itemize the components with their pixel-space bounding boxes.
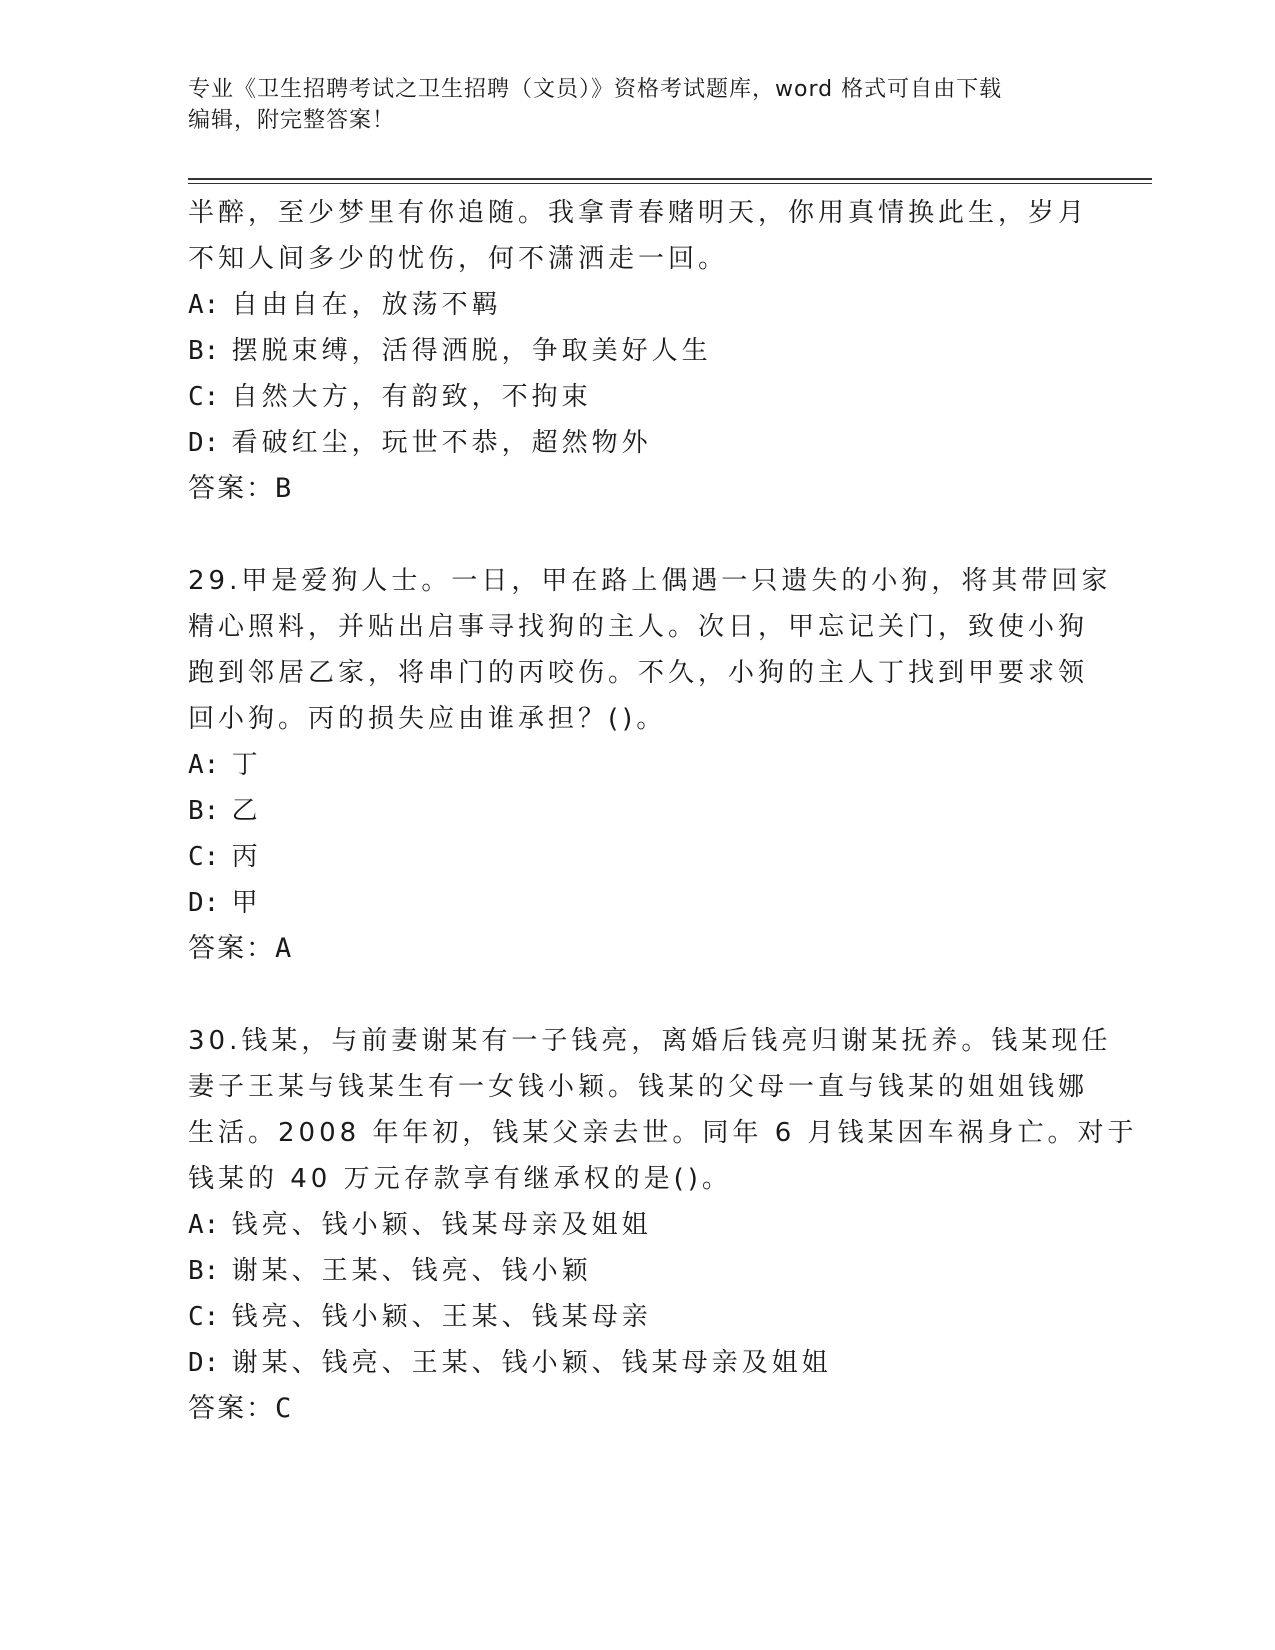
option-a — [188, 742, 1088, 788]
option-text: 丁 — [231, 750, 262, 780]
option-text: 谢某、钱亮、王某、钱小颖、钱某母亲及姐姐 — [231, 1348, 832, 1378]
option-text: 自由自在，放荡不羁 — [231, 290, 502, 320]
option-a — [188, 1202, 1088, 1248]
option-text: 谢某、王某、钱亮、钱小颖 — [231, 1256, 592, 1286]
question-text-line: 妻子王某与钱某生有一女钱小颖。钱某的父母一直与钱某的姐姐钱娜 — [188, 1072, 1089, 1102]
option-text: 看破红尘，玩世不恭，超然物外 — [231, 428, 652, 458]
answer-label: 答案： — [188, 1393, 275, 1424]
option-text: 钱亮、钱小颖、王某、钱某母亲 — [231, 1302, 652, 1332]
header-divider-thick — [188, 178, 1152, 180]
option-text: 钱亮、钱小颖、钱某母亲及姐姐 — [231, 1210, 652, 1240]
option-b — [188, 1248, 1088, 1294]
option-label: A: — [188, 290, 220, 320]
option-text: 自然大方，有韵致，不拘束 — [231, 382, 592, 412]
option-label: B: — [188, 1256, 220, 1286]
question-text-line: 不知人间多少的忧伤，何不潇洒走一回。 — [188, 244, 729, 274]
question-text-line: 精心照料，并贴出启事寻找狗的主人。次日，甲忘记关门，致使小狗 — [188, 612, 1089, 642]
answer — [188, 1386, 1088, 1432]
header-divider-thin — [188, 183, 1152, 184]
option-c — [188, 834, 1088, 880]
option-b — [188, 328, 1088, 374]
option-c — [188, 374, 1088, 420]
question-text-line: 回小狗。丙的损失应由谁承担？()。 — [188, 704, 667, 734]
option-label: C: — [188, 842, 220, 872]
question-text-line: 半醉，至少梦里有你追随。我拿青春赌明天，你用真情换此生，岁月 — [188, 198, 1089, 228]
question-30 — [188, 1018, 1138, 1432]
option-label: C: — [188, 382, 220, 412]
document-body — [188, 190, 1138, 1432]
question-28 — [188, 190, 1088, 512]
answer-label: 答案： — [188, 933, 275, 964]
option-c — [188, 1294, 1088, 1340]
option-label: D: — [188, 428, 220, 458]
question-text-line: 跑到邻居乙家，将串门的丙咬伤。不久，小狗的主人丁找到甲要求领 — [188, 658, 1089, 688]
header-line-2: 编辑，附完整答案！ — [188, 108, 396, 133]
answer-value: C — [275, 1393, 294, 1424]
question-text-line: 30.钱某，与前妻谢某有一子钱亮，离婚后钱亮归谢某抚养。钱某现任 — [188, 1026, 1112, 1056]
option-a — [188, 282, 1088, 328]
answer — [188, 466, 1088, 512]
option-text: 丙 — [231, 842, 262, 872]
question-text-line: 29.甲是爱狗人士。一日，甲在路上偶遇一只遗失的小狗，将其带回家 — [188, 566, 1112, 596]
answer-label: 答案： — [188, 473, 275, 504]
option-text: 甲 — [231, 888, 262, 918]
answer-value: A — [275, 933, 294, 964]
answer-value: B — [275, 473, 294, 504]
option-d — [188, 1340, 1088, 1386]
option-label: B: — [188, 336, 220, 366]
answer — [188, 926, 1088, 972]
option-label: B: — [188, 796, 220, 826]
option-label: A: — [188, 1210, 220, 1240]
option-label: D: — [188, 888, 220, 918]
option-label: C: — [188, 1302, 220, 1332]
option-text: 摆脱束缚，活得洒脱，争取美好人生 — [231, 336, 712, 366]
question-29 — [188, 558, 1112, 972]
option-label: A: — [188, 750, 220, 780]
document-header — [188, 74, 1088, 136]
option-text: 乙 — [231, 796, 262, 826]
header-line-1: 专业《卫生招聘考试之卫生招聘（文员）》资格考试题库，word 格式可自由下载 — [188, 77, 1003, 102]
option-d — [188, 420, 1088, 466]
question-text-line: 钱某的 40 万元存款享有继承权的是()。 — [188, 1164, 732, 1194]
option-label: D: — [188, 1348, 220, 1378]
option-b — [188, 788, 1088, 834]
question-text-line: 生活。2008 年年初，钱某父亲去世。同年 6 月钱某因车祸身亡。对于 — [188, 1118, 1138, 1148]
option-d — [188, 880, 1088, 926]
